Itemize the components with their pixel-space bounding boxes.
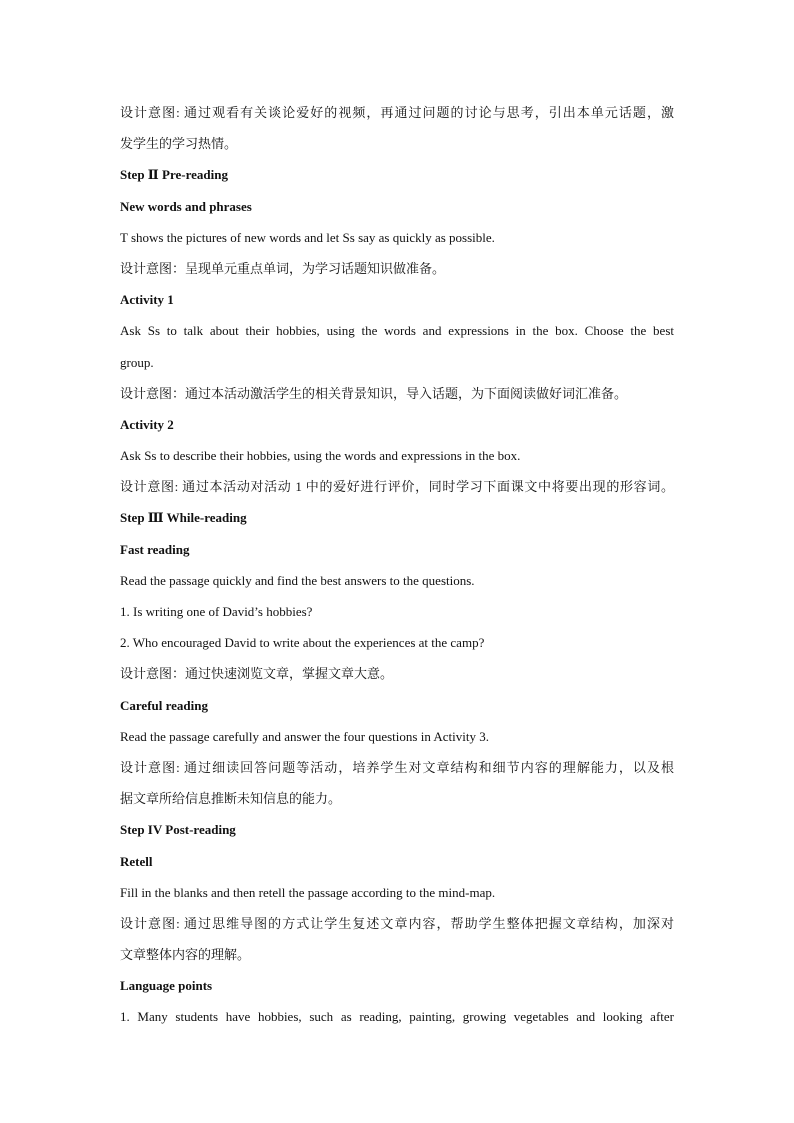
- paragraph-text: Read the passage carefully and answer the four questions in Activity 3.: [120, 728, 489, 744]
- section-heading: Step IV Post-reading: [120, 822, 236, 838]
- subsection-heading: Fast reading: [120, 541, 190, 557]
- paragraph-text: Ask Ss to describe their hobbies, using the words and expressions in the box.: [120, 448, 521, 464]
- design-intent-text: 设计意图：呈现单元重点单词，为学习话题知识做准备。: [120, 260, 446, 276]
- document-page: [120, 97, 674, 1033]
- subsection-heading: Activity 2: [120, 416, 174, 432]
- subsection-heading: Language points: [120, 978, 213, 994]
- subsection-heading: Retell: [120, 853, 153, 869]
- paragraph-text: Fill in the blanks and then retell the passage according to the mind-map.: [120, 884, 496, 900]
- paragraph-text: Ask Ss to talk about their hobbies, using the words and expressions in the box. Choose the best: [120, 323, 674, 339]
- design-intent-text: 据文章所给信息推断未知信息的能力。: [120, 791, 342, 807]
- design-intent-text: 文章整体内容的理解。: [120, 947, 251, 963]
- subsection-heading: Careful reading: [120, 697, 208, 713]
- design-intent-text: 设计意图：通过快速浏览文章，掌握文章大意。: [120, 666, 394, 682]
- subsection-heading: New words and phrases: [120, 198, 252, 214]
- design-intent-text: 设计意图: 通过细读回答问题等活动，培养学生对文章结构和细节内容的理解能力，以及根: [120, 759, 674, 775]
- question-item: 2. Who encouraged David to write about the experiences at the camp?: [120, 635, 485, 651]
- paragraph-text: T shows the pictures of new words and let Ss say as quickly as possible.: [120, 229, 495, 245]
- question-item: 1. Is writing one of David’s hobbies?: [120, 604, 313, 619]
- language-point-item: 1. Many students have hobbies, such as reading, painting, growing vegetables and looking after: [120, 1009, 674, 1025]
- paragraph-text: group.: [120, 354, 154, 370]
- paragraph-text: Read the passage quickly and find the best answers to the questions.: [120, 572, 475, 588]
- design-intent-text: 设计意图: 通过观看有关谈论爱好的视频，再通过问题的讨论与思考，引出本单元话题，激: [120, 105, 674, 120]
- design-intent-text: 设计意图: 通过思维导图的方式让学生复述文章内容，帮助学生整体把握文章结构，加深对: [120, 915, 674, 931]
- design-intent-text: 设计意图：通过本活动激活学生的相关背景知识，导入话题，为下面阅读做好词汇准备。: [120, 385, 628, 401]
- section-heading: Step Ⅲ While-reading: [120, 510, 247, 526]
- design-intent-text: 发学生的学习热情。: [120, 136, 238, 152]
- subsection-heading: Activity 1: [120, 292, 174, 308]
- design-intent-text: 设计意图: 通过本活动对活动 1 中的爱好进行评价，同时学习下面课文中将要出现的形容词。: [120, 479, 674, 495]
- section-heading: Step Ⅱ Pre-reading: [120, 167, 228, 183]
